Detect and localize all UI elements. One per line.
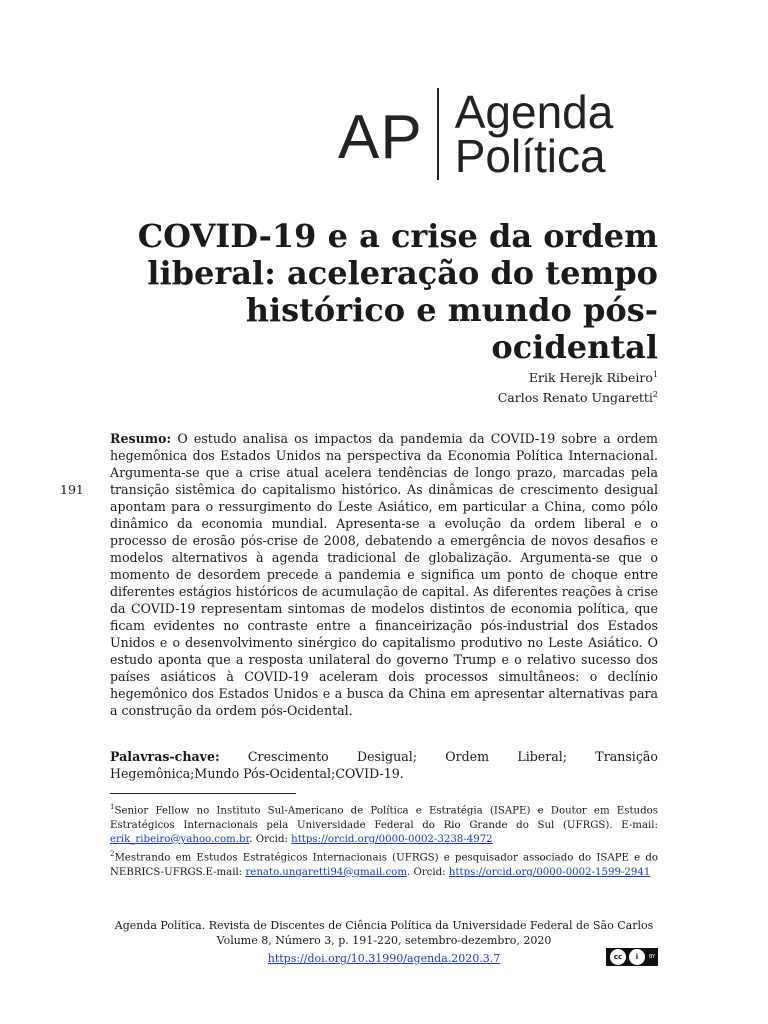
authors [498, 366, 658, 406]
keywords-label: Palavras-chave: [110, 749, 220, 764]
cc-by-license-badge[interactable] [606, 948, 658, 966]
title-line-2: liberal: aceleração do tempo [147, 254, 658, 292]
footnote-text: Senior Fellow no Instituto Sul-Americano de Política e Estratégia (ISAPE) e Doutor em Estudos Estratégicos Internacionais pela Universidade Federal do Rio Grande do Sul (UFRGS). E-mail: [110, 805, 658, 831]
footnotes [110, 800, 658, 880]
attribution-icon: i [629, 949, 645, 965]
journal-citation [110, 918, 658, 948]
logo-name [454, 86, 614, 182]
page-number: 191 [60, 482, 84, 497]
abstract-text: O estudo analisa os impactos da pandemia da COVID-19 sobre a ordem hegemônica dos Estados Unidos na perspectiva da Economia Política Internacional. Argumenta-se que a crise atual acelera tendências de longo prazo, marcadas pela transição sistêmica do capitalismo histórico. As dinâmicas de crescimento desigual apontam para o ressurgimento do Leste Asiático, em particular a China, como pólo dinâmico da economia mundial. Apresenta-se a evolução da ordem liberal e o processo de erosão pós-crise de 2008, debatendo a emergência de novos desafios e modelos alternativos à agenda tradicional de globalização. Argumenta-se que o momento de desordem precede a pandemia e significa um ponto de choque entre diferentes estágios históricos de acumulação de capital. As diferentes reações à crise da COVID-19 representam sintomas de modelos distintos de economia política, que ficam evidentes no contraste entre a financeirização pós-industrial dos Estados Unidos e o desenvolvimento sinérgico do capitalismo produtivo no Leste Asiático. O estudo aponta que a resposta unilateral do governo Trump e o relativo sucesso dos países asiáticos à COVID-19 aceleram dois processos simultâneos: o declínio hegemônico dos Estados Unidos e a busca da China em apresentar alternativas para a construção da ordem pós-Ocidental. [110, 431, 658, 718]
author-name: Erik Herejk Ribeiro [528, 370, 653, 386]
author-1 [498, 366, 658, 386]
orcid-label: . Orcid: [406, 866, 449, 878]
abstract-label: Resumo: [110, 431, 172, 446]
footnote-1 [110, 800, 658, 847]
email-link[interactable]: erik_ribeiro@yahoo.com.br [110, 833, 250, 845]
email-link[interactable]: renato.ungaretti94@gmail.com [245, 866, 407, 878]
journal-volume: Volume 8, Número 3, p. 191-220, setembro-dezembro, 2020 [216, 934, 552, 947]
doi [110, 952, 658, 965]
title-line-3: histórico e mundo pós-ocidental [245, 291, 658, 366]
orcid-label: . Orcid: [249, 833, 292, 845]
logo-name-line2: Política [454, 130, 606, 182]
logo-divider [437, 88, 439, 180]
orcid-link[interactable]: https://orcid.org/0000-0002-1599-2941 [448, 866, 651, 878]
footnote-2 [110, 847, 658, 880]
author-2 [498, 386, 658, 406]
author-note-ref[interactable]: 2 [652, 390, 658, 400]
abstract [110, 430, 658, 719]
keywords [110, 748, 658, 782]
journal-logo [338, 88, 613, 180]
title-line-1: COVID-19 e a crise da ordem [137, 217, 658, 255]
footnote-text: Mestrando em Estudos Estratégicos Internacionais (UFRGS) e pesquisador associado do ISAPE e do NEBRICS-UFRGS.E-mail: [110, 852, 658, 878]
logo-name-line1: Agenda [454, 86, 614, 138]
creative-commons-icon: cc [610, 949, 626, 965]
doi-link[interactable]: https://doi.org/10.31990/agenda.2020.3.7 [267, 952, 501, 965]
journal-name: Agenda Política. Revista de Discentes de Ciência Política da Universidade Federal de São Carlos [114, 919, 654, 932]
orcid-link[interactable]: https://orcid.org/0000-0002-3238-4972 [291, 833, 493, 845]
author-note-ref[interactable]: 1 [652, 370, 658, 379]
article-title [98, 218, 658, 366]
footnote-divider [110, 793, 296, 794]
author-name: Carlos Renato Ungaretti [497, 390, 653, 406]
keywords-text: Crescimento Desigual; Ordem Liberal; Transição Hegemônica;Mundo Pós-Ocidental;COVID-19. [110, 749, 658, 781]
license-label: BY [649, 954, 656, 960]
footnote-number: 2 [110, 850, 115, 858]
footnote-number: 1 [110, 803, 115, 811]
logo-initials: AP [338, 103, 423, 172]
